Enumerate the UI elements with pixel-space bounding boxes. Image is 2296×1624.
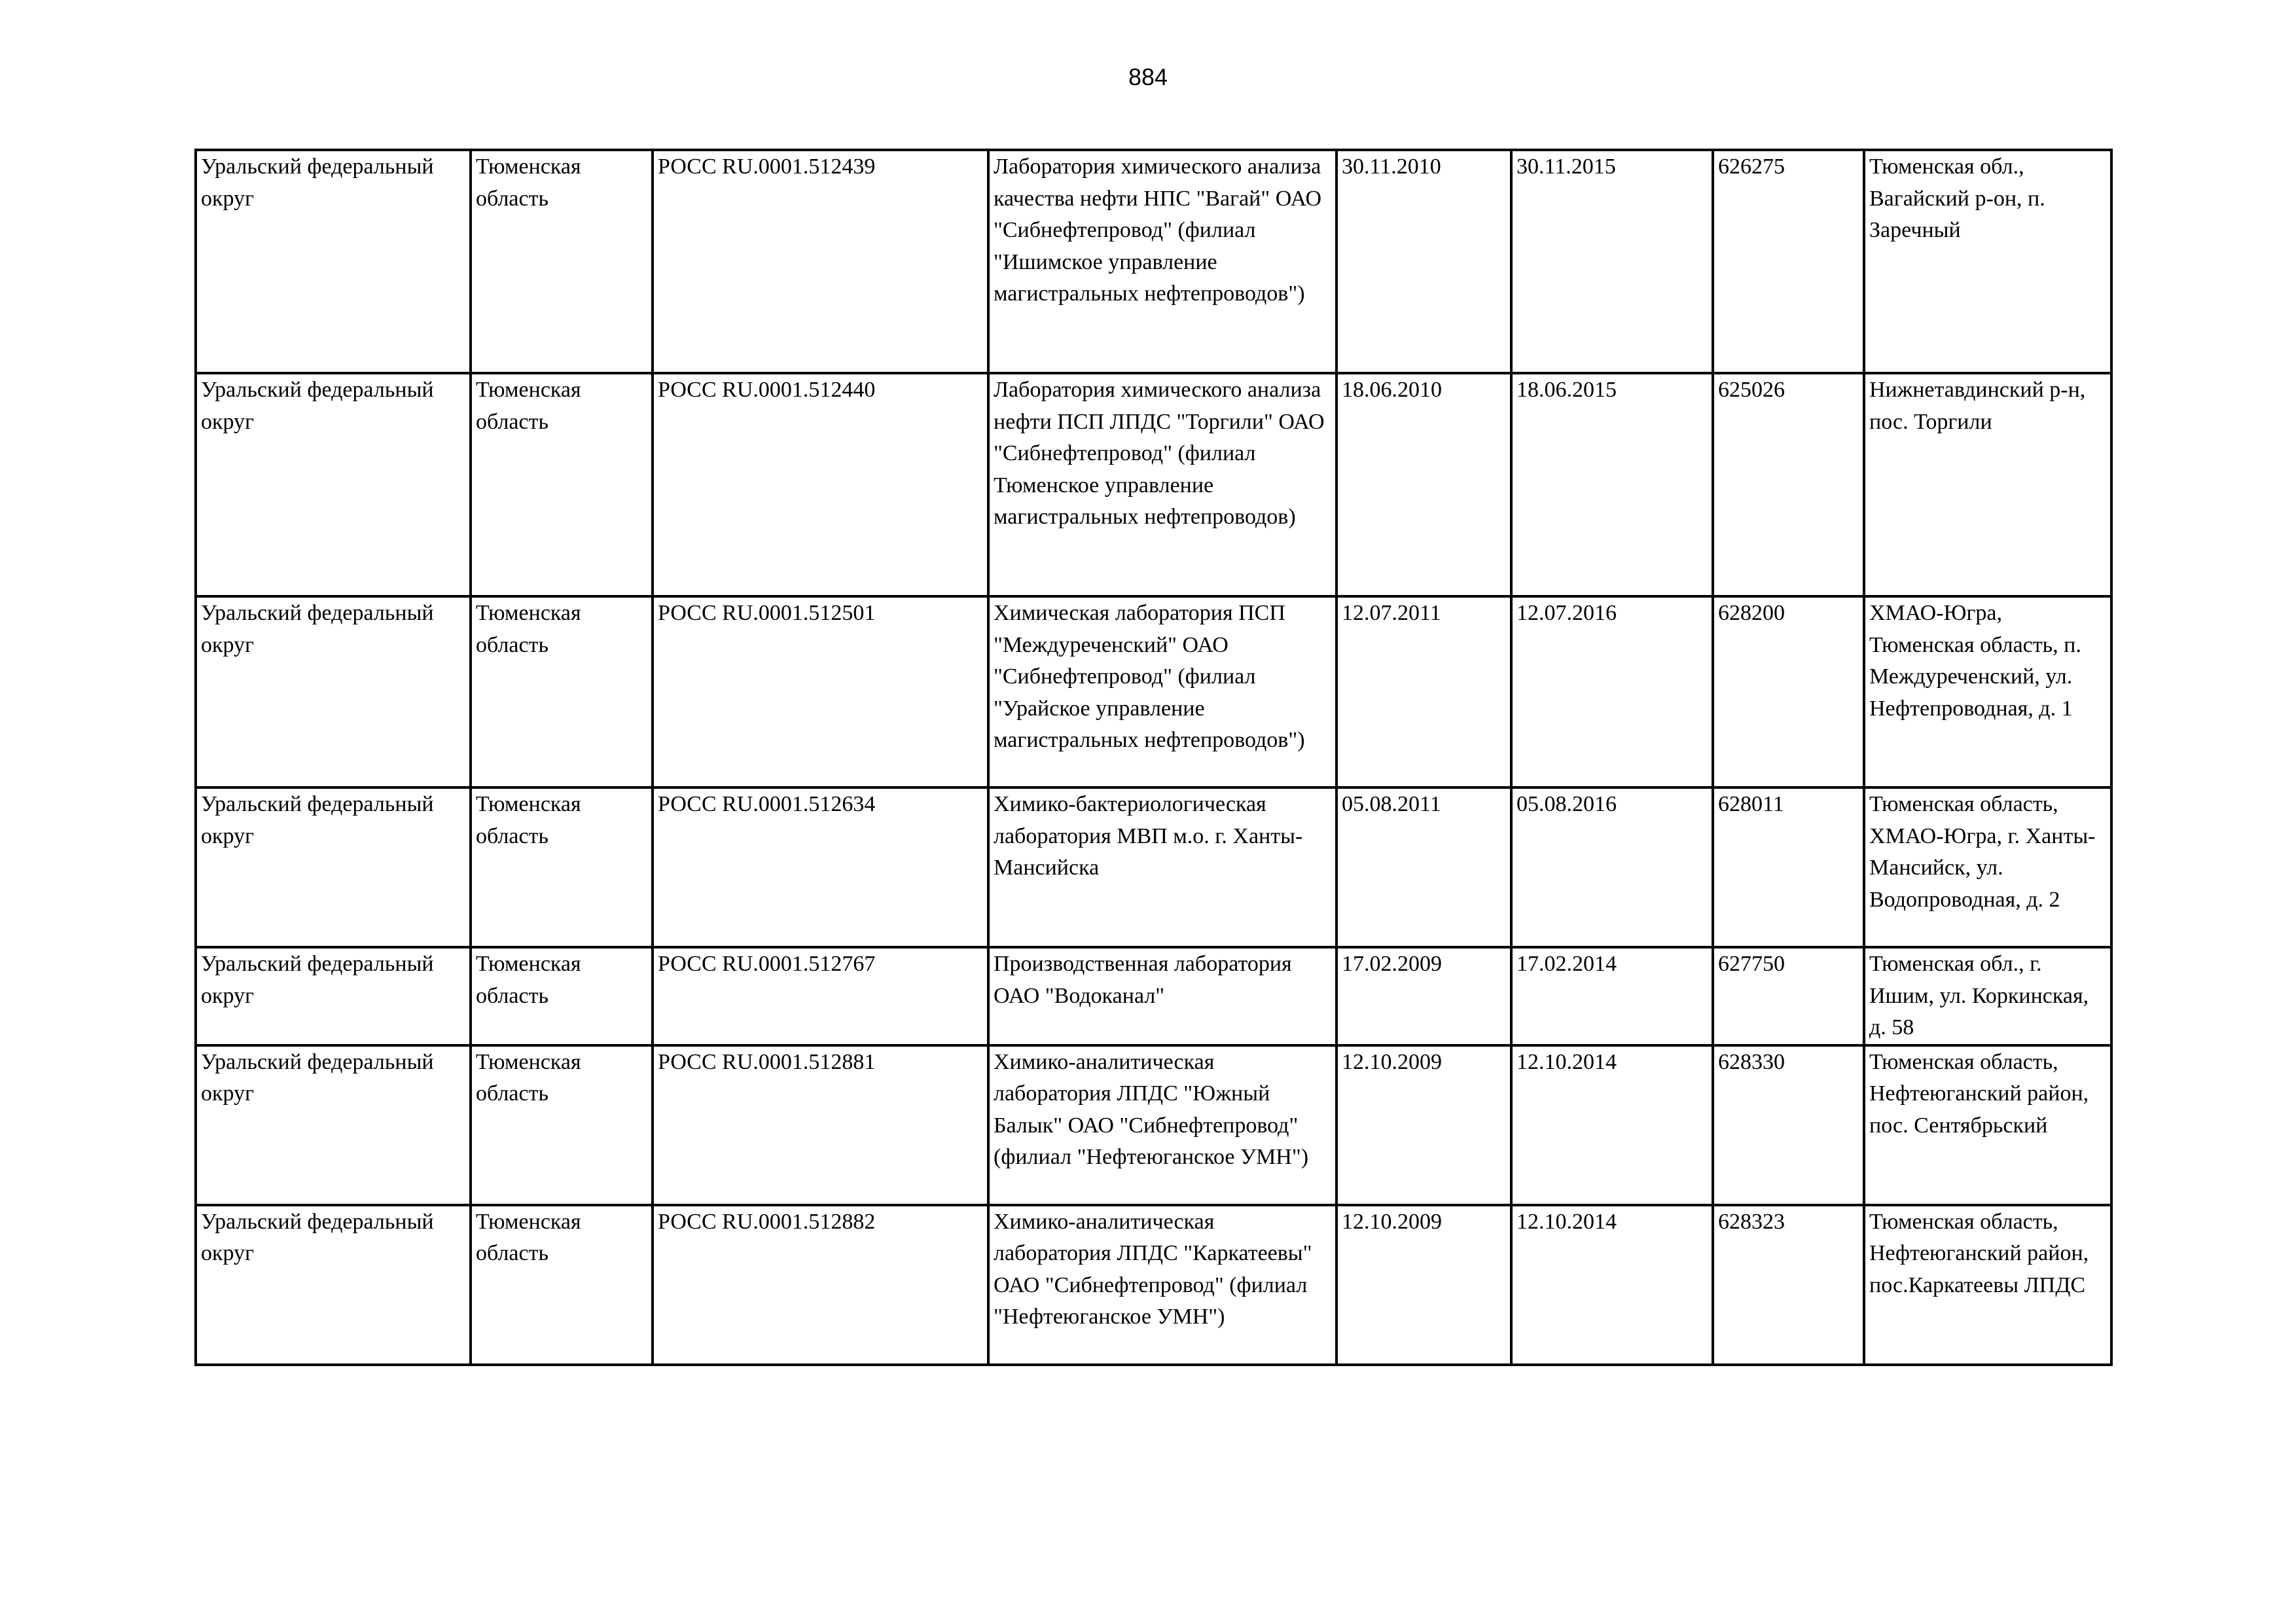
address-cell: Тюменская обл., Вагайский р-он, п. Заречный	[1864, 150, 2111, 373]
laboratory-name-cell: Химико-аналитическая лаборатория ЛПДС "Южный Балык" ОАО "Сибнефтепровод" (филиал "Нефтеюганское УМН")	[988, 1045, 1336, 1205]
address-cell: Тюменская обл., г. Ишим, ул. Коркинская, д. 58	[1864, 947, 2111, 1045]
district-cell: Уральский федеральный округ	[196, 596, 471, 787]
page-number: 884	[1128, 63, 1168, 90]
expiry-date-cell: 18.06.2015	[1511, 373, 1713, 596]
address-cell: Тюменская область, Нефтеюганский район, пос. Сентябрьский	[1864, 1045, 2111, 1205]
expiry-date-cell: 17.02.2014	[1511, 947, 1713, 1045]
table-row	[196, 1045, 2111, 1205]
expiry-date-cell: 30.11.2015	[1511, 150, 1713, 373]
region-cell: Тюменская область	[471, 596, 653, 787]
laboratory-name-cell: Химико-бактериологическая лаборатория МВП м.о. г. Ханты-Мансийска	[988, 787, 1336, 947]
district-cell: Уральский федеральный округ	[196, 787, 471, 947]
issue-date-cell: 05.08.2011	[1336, 787, 1511, 947]
laboratory-name-cell: Химическая лаборатория ПСП "Междуреченский" ОАО "Сибнефтепровод" (филиал "Урайское управление магистральных нефтепроводов")	[988, 596, 1336, 787]
table-row	[196, 787, 2111, 947]
laboratory-registry-table	[194, 149, 2113, 1366]
issue-date-cell: 12.07.2011	[1336, 596, 1511, 787]
issue-date-cell: 30.11.2010	[1336, 150, 1511, 373]
certificate-number-cell: РОСС RU.0001.512767	[653, 947, 988, 1045]
table-row	[196, 596, 2111, 787]
region-cell: Тюменская область	[471, 150, 653, 373]
certificate-number-cell: РОСС RU.0001.512634	[653, 787, 988, 947]
postcode-cell: 625026	[1713, 373, 1864, 596]
certificate-number-cell: РОСС RU.0001.512501	[653, 596, 988, 787]
address-cell: Нижнетавдинский р-н, пос. Торгили	[1864, 373, 2111, 596]
address-cell: ХМАО-Югра, Тюменская область, п. Междуреченский, ул. Нефтепроводная, д. 1	[1864, 596, 2111, 787]
issue-date-cell: 18.06.2010	[1336, 373, 1511, 596]
expiry-date-cell: 05.08.2016	[1511, 787, 1713, 947]
region-cell: Тюменская область	[471, 787, 653, 947]
district-cell: Уральский федеральный округ	[196, 150, 471, 373]
laboratory-name-cell: Лаборатория химического анализа нефти ПСП ЛПДС "Торгили" ОАО "Сибнефтепровод" (филиал Тюменское управление магистральных нефтепроводов)	[988, 373, 1336, 596]
region-cell: Тюменская область	[471, 947, 653, 1045]
expiry-date-cell: 12.07.2016	[1511, 596, 1713, 787]
issue-date-cell: 12.10.2009	[1336, 1045, 1511, 1205]
certificate-number-cell: РОСС RU.0001.512881	[653, 1045, 988, 1205]
postcode-cell: 628330	[1713, 1045, 1864, 1205]
postcode-cell: 626275	[1713, 150, 1864, 373]
table-row	[196, 1205, 2111, 1365]
expiry-date-cell: 12.10.2014	[1511, 1205, 1713, 1365]
table-row	[196, 947, 2111, 1045]
region-cell: Тюменская область	[471, 1045, 653, 1205]
district-cell: Уральский федеральный округ	[196, 947, 471, 1045]
laboratory-name-cell: Производственная лаборатория ОАО "Водоканал"	[988, 947, 1336, 1045]
certificate-number-cell: РОСС RU.0001.512440	[653, 373, 988, 596]
laboratory-name-cell: Химико-аналитическая лаборатория ЛПДС "Каркатеевы" ОАО "Сибнефтепровод" (филиал "Нефтеюганское УМН")	[988, 1205, 1336, 1365]
expiry-date-cell: 12.10.2014	[1511, 1045, 1713, 1205]
postcode-cell: 628323	[1713, 1205, 1864, 1365]
postcode-cell: 627750	[1713, 947, 1864, 1045]
address-cell: Тюменская область, Нефтеюганский район, пос.Каркатеевы ЛПДС	[1864, 1205, 2111, 1365]
certificate-number-cell: РОСС RU.0001.512439	[653, 150, 988, 373]
issue-date-cell: 12.10.2009	[1336, 1205, 1511, 1365]
laboratory-name-cell: Лаборатория химического анализа качества нефти НПС "Вагай" ОАО "Сибнефтепровод" (филиал "Ишимское управление магистральных нефтепроводов")	[988, 150, 1336, 373]
district-cell: Уральский федеральный округ	[196, 373, 471, 596]
table-row	[196, 150, 2111, 373]
district-cell: Уральский федеральный округ	[196, 1205, 471, 1365]
region-cell: Тюменская область	[471, 1205, 653, 1365]
district-cell: Уральский федеральный округ	[196, 1045, 471, 1205]
certificate-number-cell: РОСС RU.0001.512882	[653, 1205, 988, 1365]
issue-date-cell: 17.02.2009	[1336, 947, 1511, 1045]
table-row	[196, 373, 2111, 596]
postcode-cell: 628011	[1713, 787, 1864, 947]
region-cell: Тюменская область	[471, 373, 653, 596]
address-cell: Тюменская область, ХМАО-Югра, г. Ханты-Мансийск, ул. Водопроводная, д. 2	[1864, 787, 2111, 947]
postcode-cell: 628200	[1713, 596, 1864, 787]
